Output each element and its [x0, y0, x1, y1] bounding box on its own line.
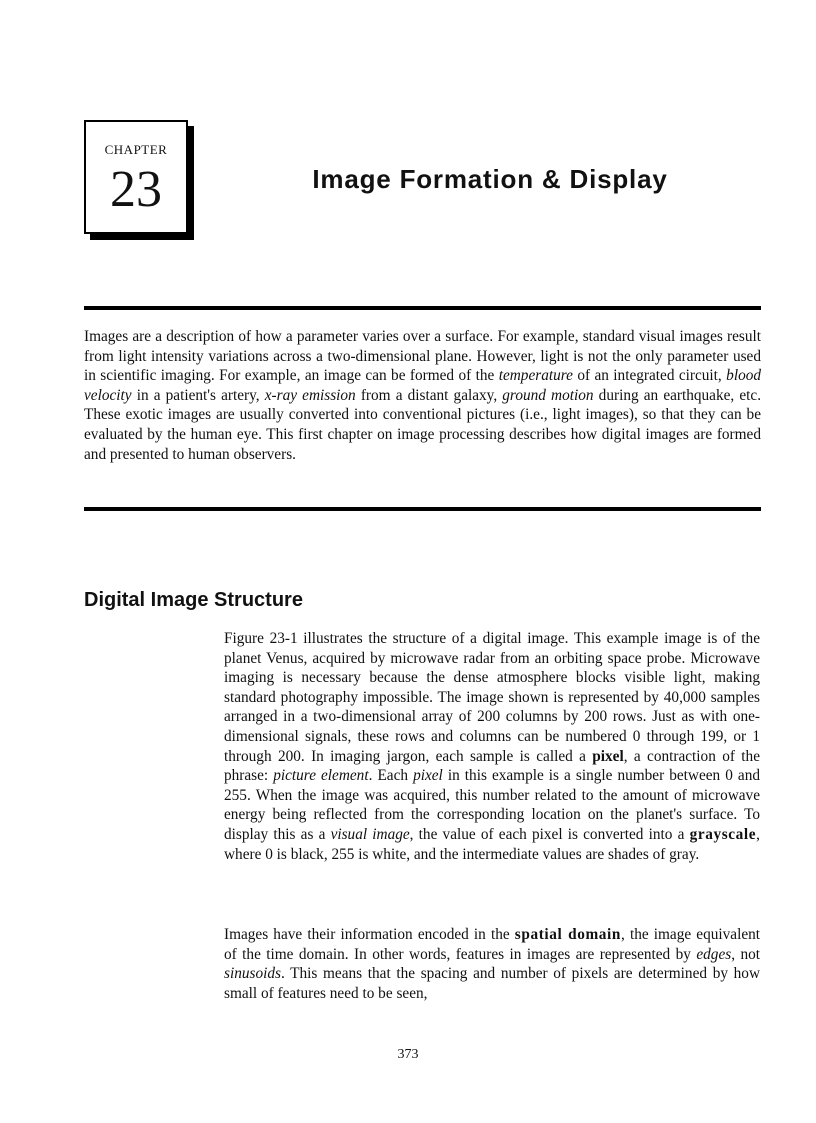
abstract-emphasis: x-ray emission [264, 386, 356, 404]
abstract-text: during an earthquake, etc. These exotic images are usually converted into conventional pictures (i.e., light images), so that they can be evaluated by the human eye. This first chapter on image processing describes how digital images are formed and presented to human observers. [84, 386, 762, 463]
paragraph-text: . Each [368, 767, 414, 785]
term-bold: grayscale [689, 825, 757, 843]
abstract-text: of an integrated circuit, [572, 367, 727, 385]
top-rule [84, 306, 761, 310]
chapter-number: 23 [110, 161, 162, 218]
chapter-abstract [84, 327, 761, 464]
paragraph-text: , the image equivalent of the time domain. In other words, features in images are represented by [224, 926, 761, 963]
term-emphasis: edges [696, 945, 732, 963]
body-paragraph-2 [224, 925, 760, 1003]
abstract-emphasis: ground motion [502, 386, 594, 404]
page-number: 373 [397, 1047, 419, 1062]
chapter-box [84, 120, 188, 234]
paragraph-text: , a contraction of the phrase: [224, 747, 760, 785]
abstract-emphasis: blood velocity [84, 367, 762, 404]
section-heading: Digital Image Structure [84, 589, 303, 611]
paragraph-text: , where 0 is black, 255 is white, and the intermediate values are shades of gray. [224, 825, 760, 863]
abstract-text: in a patient's artery, [131, 386, 265, 404]
term-emphasis: pixel [413, 767, 443, 785]
chapter-label: CHAPTER [104, 142, 168, 157]
abstract-emphasis: temperature [498, 367, 573, 385]
paragraph-text: Images have their information encoded in the [224, 926, 515, 943]
paragraph-text: . This means that the spacing and number of pixels are determined by how small of features need to be seen, [224, 965, 760, 1002]
body-paragraph-1 [224, 629, 760, 864]
paragraph-text: Figure 23-1 illustrates the structure of a digital image. This example image is of the planet Venus, acquired by microwave radar from an orbiting space probe. Microwave imaging is necessary because the dense atmosphere blocks visible light, making standard photography impossible. The image shown is represented by 40,000 samples arranged in a two-dimensional array of 200 columns by 200 rows. Just as with one-dimensional signals, these rows and columns can be numbered 0 through 199, or 1 through 200. In imaging jargon, each sample is called a [224, 630, 760, 765]
term-emphasis: picture element [273, 767, 369, 785]
paragraph-text: , the value of each pixel is converted into a [409, 825, 690, 843]
term-bold: pixel [592, 747, 624, 765]
paragraph-text: in this example is a single number between 0 and 255. When the image was acquired, this number related to the amount of microwave energy being reflected from the corresponding location on the planet's surface. To display this as a [224, 767, 761, 843]
paragraph-text: , not [731, 945, 760, 963]
term-bold: spatial domain [514, 926, 621, 943]
term-emphasis: sinusoids [224, 965, 281, 983]
abstract-text: Images are a description of how a parameter varies over a surface. For example, standard visual images result from light intensity variations across a two-dimensional plane. However, light is not the only parameter used in scientific imaging. For example, an image can be formed of the [84, 328, 761, 385]
bottom-rule [84, 507, 761, 511]
term-emphasis: visual image [330, 825, 410, 843]
abstract-text: from a distant galaxy, [355, 386, 503, 404]
chapter-title: Image Formation & Display [312, 164, 668, 195]
